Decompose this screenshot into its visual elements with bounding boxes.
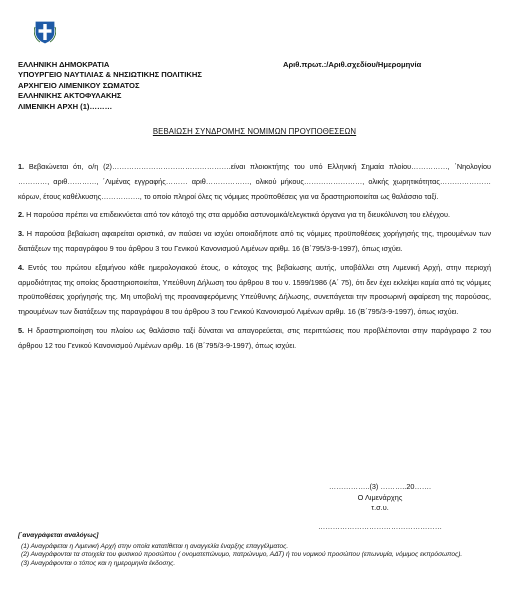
footnote-2: (2) Αναγράφονται τα στοιχεία του φυσικού προσώπου ( ονοματεπώνυμο, πατρώνυμο, ΑΔΤ) ή του νομικού προσώπου (επωνυμία, νόμιμος εκπρόσωπος). [21, 551, 463, 559]
paragraph-text: Η δραστηριοποίηση του πλοίου ως θαλάσσιο ταξί δύναται να απαγορεύεται, στις περιπτώσεις που προβλέπονται στην παράγραφο 2 του άρθρου 12 του Γενικού Κανονισμού Λιμένων αριθμ. 16 (Β΄795/3-9-1997), όπως ισχύει. [18, 325, 491, 350]
header-line-ministry: ΥΠΟΥΡΓΕΙΟ ΝΑΥΤΙΛΙΑΣ & ΝΗΣΙΩΤΙΚΗΣ ΠΟΛΙΤΙΚΗΣ [18, 70, 202, 80]
signature-role: Ο Λιμενάρχης [357, 492, 403, 502]
paragraph-text: Η παρούσα πρέπει να επιδεικνύεται από τον κάτοχό της στα αρμόδια αστυνομικά/ελεγκτικά όργανα για τη διευκόλυνση του ελέγχου. [26, 210, 451, 220]
paragraph-number: 2. [18, 210, 25, 220]
footnotes [18, 532, 478, 568]
header-line-headquarters: ΑΡΧΗΓΕΙΟ ΛΙΜΕΝΙΚΟΥ ΣΩΜΑΤΟΣ [18, 80, 140, 90]
paragraph-number: 4. [18, 262, 25, 272]
paragraph-3 [18, 227, 491, 257]
paragraph-text: Η παρούσα βεβαίωση αφαιρείται οριστικά, αν παύσει να ισχύει οποιαδήποτε από τις νόμιμες προϋποθέσεις χορήγησής της, τηρουμένων των διατάξεων της παραγράφου 9 του άρθρου 3 του Γενικού Κανονισμού Λιμένων αριθμ. 16 (Β΄795/3-9-1997), όπως ισχύει. [18, 229, 492, 253]
paragraph-1 [18, 160, 491, 204]
paragraph-4 [18, 261, 491, 320]
paragraph-number: 5. [18, 325, 25, 335]
footnotes-heading: [΄αναγράφεται αναλόγως] [18, 532, 99, 539]
document-body [18, 160, 491, 358]
paragraph-5 [18, 324, 491, 354]
header-line-port-authority: ΛΙΜΕΝΙΚΗ ΑΡΧΗ (1)……… [18, 101, 113, 111]
footnote-1: (1) Αναγράφεται η Λιμενική Αρχή στην οποία κατατίθεται η αναγγελία έναρξης επαγγέλματος. [21, 542, 289, 550]
document-title: ΒΕΒΑΙΩΣΗ ΣΥΝΔΡΟΜΗΣ ΝΟΜΙΜΩΝ ΠΡΟΥΠΟΘΕΣΕΩΝ [152, 127, 357, 136]
signature-block [315, 482, 445, 532]
signature-line: …………………………………………… [317, 521, 443, 531]
greek-state-emblem-icon [34, 20, 56, 44]
paragraph-text: Εντός του πρώτου εξαμήνου κάθε ημερολογιακού έτους, ο κάτοχος της βεβαίωσης αυτής, υποβάλλει στη Λιμενική Αρχή, στην περιοχή αρμοδιότητας της οποίας δραστηριοποιείται, Υπεύθυνη Δήλωση του άρθρου 8 του ν. 1599/1986 (Α΄ 75), ότι δεν έχει εκλείψει καμία από τις νόμιμες προϋποθέσεις χορήγησής της. Μη υποβολή της προαναφερόμενης Υπεύθυνης Δήλωσης, συνεπάγεται την προσωρινή αφαίρεση της παρούσας, τηρουμένων των διατάξεων της παραγράφου 8 του άρθρου 3 του Γενικού Κανονισμού Λιμένων αριθμ. 16 (Β΄795/3-9-1997), όπως ισχύει. [18, 262, 492, 317]
paragraph-text: Βεβαιώνεται ότι, ο/η (2)………………………………………….είναι πλοιοκτήτης του υπό Ελληνική Σημαία πλοίου……………, ΄Νηολογίου …………, αριθ…………, ΄Λιμένας εγγραφής……… αριθ………………, ολικού μήκους……………………, ολικής χωρητικότητας………………… κόρων, έτους καθέλκυσης……………., το οποίο πληροί όλες τις νόμιμες προϋποθέσεις για να δραστηριοποιείται ως θαλάσσιο ταξί. [18, 162, 491, 201]
footnote-3: (3) Αναγράφονται ο τόπος και η ημερομηνία έκδοσης. [21, 559, 176, 567]
paragraph-2 [18, 208, 491, 223]
signature-date-line: ……………..(3) ………..20……. [328, 482, 432, 491]
paragraph-number: 3. [18, 229, 25, 239]
protocol-reference: Αριθ.πρωτ.:/Αριθ.σχεδίου/Ημερομηνία [283, 60, 422, 69]
signature-abbrev: τ.σ.υ. [371, 503, 389, 513]
header-line-state: ΕΛΛΗΝΙΚΗ ΔΗΜΟΚΡΑΤΙΑ [18, 60, 110, 69]
issuing-authority-block [18, 60, 202, 112]
header-line-coast-guard: ΕΛΛΗΝΙΚΗΣ ΑΚΤΟΦΥΛΑΚΗΣ [18, 91, 122, 101]
paragraph-number: 1. [18, 162, 25, 171]
